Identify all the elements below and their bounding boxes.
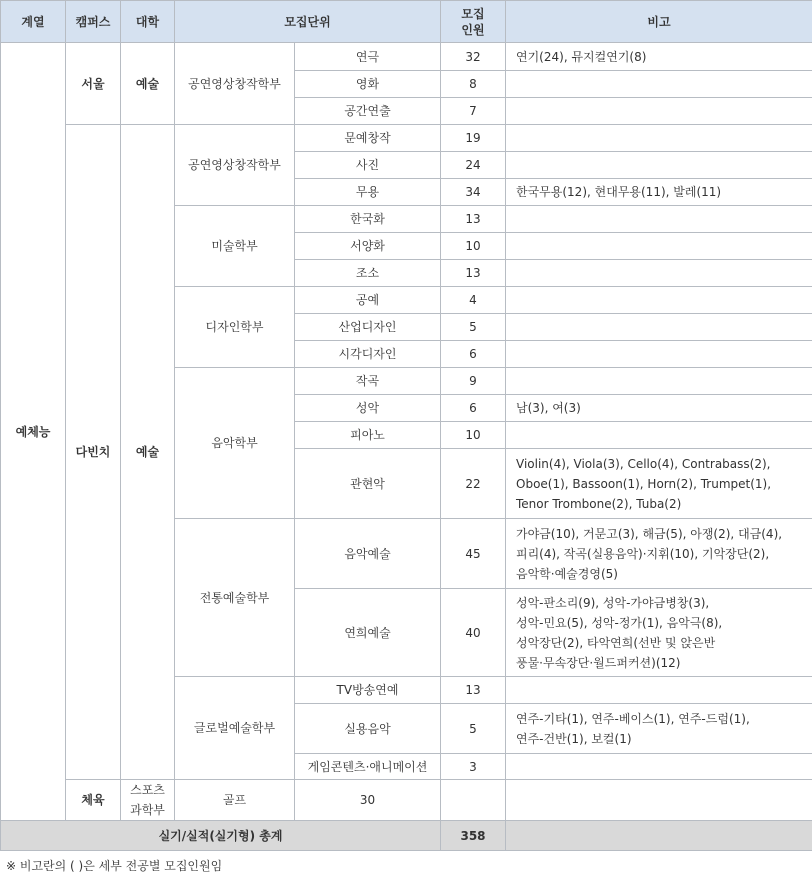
note-cell: 가야금(10), 거문고(3), 해금(5), 아쟁(2), 대금(4), 피리(4), 작곡(실용음악)·지휘(10), 기악장단(2), 음악학·예술경영(5) [506,519,812,589]
school-cell: 음악학부 [175,368,295,519]
school-cell: 스포츠과학부 [121,780,175,821]
header-field: 계열 [1,1,66,43]
total-row [1,821,812,851]
school-cell: 미술학부 [175,206,295,287]
total-note [506,821,812,851]
note-cell [441,780,506,821]
unit-cell: 조소 [295,260,441,287]
college-cell: 예술 [121,125,175,780]
count-cell: 24 [441,152,506,179]
unit-cell: 관현악 [295,449,441,519]
unit-cell: 서양화 [295,233,441,260]
school-cell: 공연영상창작학부 [175,125,295,206]
school-cell: 공연영상창작학부 [175,43,295,125]
unit-cell: 성악 [295,395,441,422]
school-cell: 전통예술학부 [175,519,295,677]
unit-cell: 공간연출 [295,98,441,125]
note-cell: 연주-기타(1), 연주-베이스(1), 연주-드럼(1), 연주-건반(1), 보컬(1) [506,704,812,754]
count-cell: 34 [441,179,506,206]
total-count: 358 [441,821,506,851]
note-cell [506,422,812,449]
campus-cell: 다빈치 [66,125,121,780]
college-cell: 예술 [121,43,175,125]
count-cell: 40 [441,589,506,677]
unit-cell: 게임콘텐츠·애니메이션 [295,754,441,780]
unit-cell: 작곡 [295,368,441,395]
header-college: 대학 [121,1,175,43]
note-cell: Violin(4), Viola(3), Cello(4), Contrabass(2), Oboe(1), Bassoon(1), Horn(2), Trumpet(1), Tenor Trombone(2), Tuba(2) [506,449,812,519]
note-cell: 남(3), 여(3) [506,395,812,422]
note-cell [506,152,812,179]
count-cell: 9 [441,368,506,395]
unit-cell: 피아노 [295,422,441,449]
count-cell: 13 [441,206,506,233]
table-row [1,43,812,71]
count-cell: 6 [441,341,506,368]
note-cell [506,233,812,260]
campus-cell: 서울 [66,43,121,125]
note-cell [506,368,812,395]
note-cell [506,98,812,125]
count-cell: 8 [441,71,506,98]
header-unit: 모집단위 [175,1,441,43]
unit-cell: 골프 [175,780,295,821]
count-cell: 19 [441,125,506,152]
unit-cell: 산업디자인 [295,314,441,341]
table-row [1,125,812,152]
note-cell [506,754,812,780]
unit-cell: 문예창작 [295,125,441,152]
unit-cell: 시각디자인 [295,341,441,368]
unit-cell: 음악예술 [295,519,441,589]
header-note: 비고 [506,1,812,43]
note-cell [506,287,812,314]
count-cell: 45 [441,519,506,589]
unit-cell: 영화 [295,71,441,98]
college-cell: 체육 [66,780,121,821]
unit-cell: 연희예술 [295,589,441,677]
school-cell: 디자인학부 [175,287,295,368]
note-cell: 연기(24), 뮤지컬연기(8) [506,43,812,71]
note-cell [506,341,812,368]
count-cell: 5 [441,314,506,341]
note-cell: 한국무용(12), 현대무용(11), 발레(11) [506,179,812,206]
count-cell: 10 [441,422,506,449]
count-cell: 6 [441,395,506,422]
count-cell: 22 [441,449,506,519]
header-count: 모집 인원 [441,1,506,43]
count-cell: 13 [441,260,506,287]
header-campus: 캠퍼스 [66,1,121,43]
unit-cell: 공예 [295,287,441,314]
note-cell [506,125,812,152]
count-cell: 3 [441,754,506,780]
school-cell: 글로벌예술학부 [175,677,295,780]
total-label: 실기/실적(실기형) 총계 [1,821,441,851]
note-cell [506,206,812,233]
unit-cell: 실용음악 [295,704,441,754]
note-cell [506,677,812,704]
count-cell: 30 [295,780,441,821]
unit-cell: 사진 [295,152,441,179]
note-cell [506,71,812,98]
count-cell: 10 [441,233,506,260]
note-cell: 성악-판소리(9), 성악-가야금병창(3), 성악-민요(5), 성악-정가(1), 음악극(8), 성악장단(2), 타악연희(선반 및 앉은반 풍물·무속장단·월드퍼커션)(12) [506,589,812,677]
unit-cell: TV방송연예 [295,677,441,704]
count-cell: 7 [441,98,506,125]
note-cell [506,260,812,287]
field-cell: 예체능 [1,43,66,821]
count-cell: 13 [441,677,506,704]
header-row [1,1,812,43]
unit-cell: 무용 [295,179,441,206]
count-cell: 32 [441,43,506,71]
footnote: ※ 비고란의 ( )은 세부 전공별 모집인원임 [6,859,223,873]
count-cell: 5 [441,704,506,754]
table-row [1,780,812,821]
unit-cell: 연극 [295,43,441,71]
count-cell: 4 [441,287,506,314]
unit-cell: 한국화 [295,206,441,233]
note-cell [506,314,812,341]
